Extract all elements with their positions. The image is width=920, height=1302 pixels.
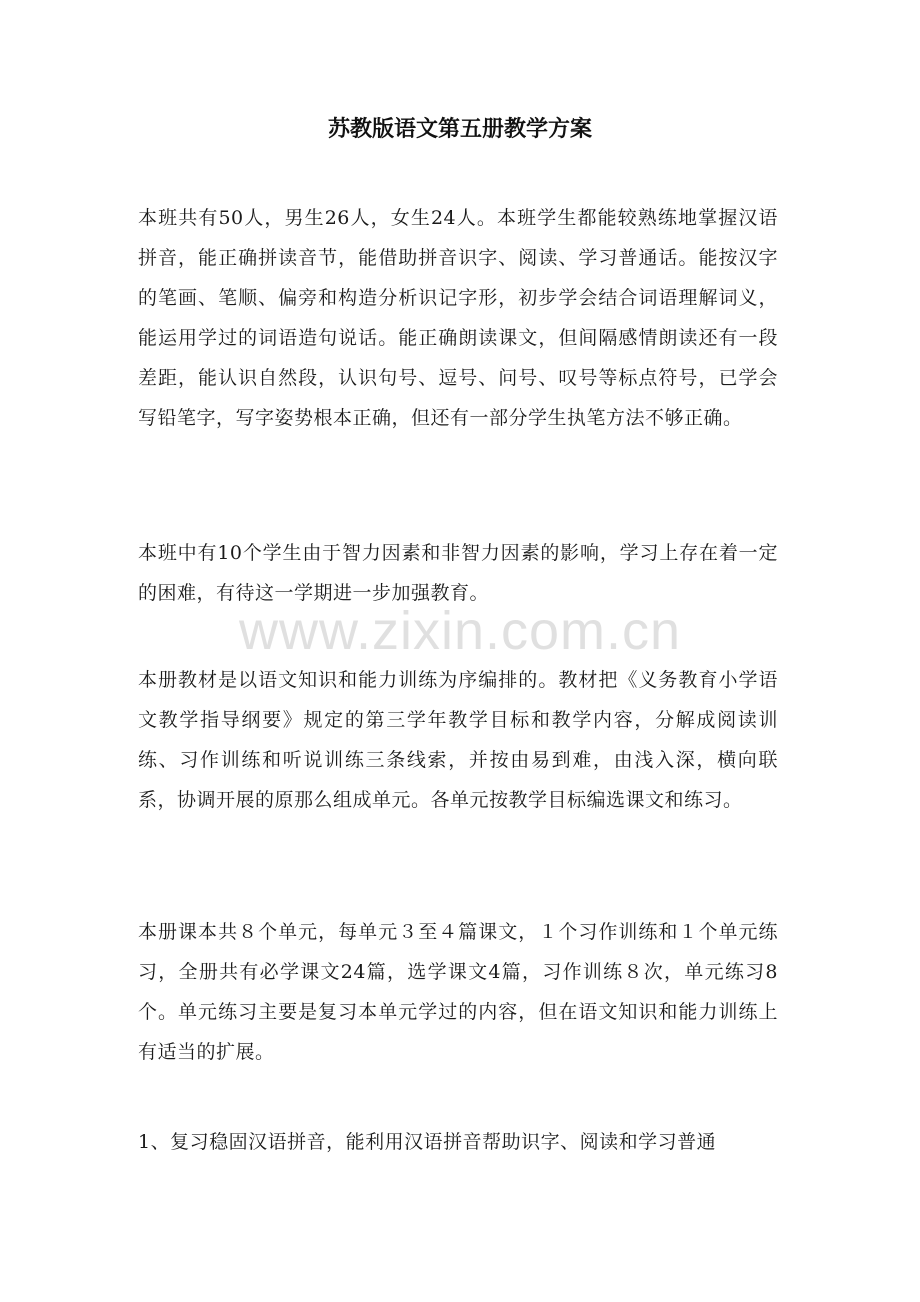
- paragraph-struggling-students: 本班中有10个学生由于智力因素和非智力因素的影响，学习上存在着一定的困难，有待这一学期进一步加强教育。: [138, 542, 778, 604]
- paragraph-goal-1: 1、复习稳固汉语拼音，能利用汉语拼音帮助识字、阅读和学习普通: [138, 1131, 717, 1153]
- watermark-text: www.zixin.com.cn: [238, 601, 682, 661]
- paragraph-class-overview: 本班共有50人，男生26人，女生24人。本班学生都能较熟练地掌握汉语拼音，能正确拼读音节，能借助拼音识字、阅读、学习普通话。能按汉字的笔画、笔顺、偏旁和构造分析识记字形，初步学会结合词语理解词义，能运用学过的词语造句说话。能正确朗读课文，但间隔感情朗读还有一段差距，能认识自然段，认识句号、逗号、问号、叹号等标点符号，已学会写铅笔字，写字姿势根本正确，但还有一部分学生执笔方法不够正确。: [138, 207, 778, 429]
- paragraph-textbook-contents: 本册课本共８个单元，每单元３至４篇课文，１个习作训练和１个单元练习，全册共有必学课文24篇，选学课文4篇，习作训练８次，单元练习8个。单元练习主要是复习本单元学过的内容，但在语文知识和能力训练上有适当的扩展。: [138, 921, 778, 1063]
- document-title: 苏教版语文第五册教学方案: [327, 116, 592, 142]
- paragraph-textbook-structure: 本册教材是以语文知识和能力训练为序编排的。教材把《义务教育小学语文教学指导纲要》规定的第三学年教学目标和教学内容，分解成阅读训练、习作训练和听说训练三条线索，并按由易到难，由浅入深，横向联系，协调开展的原那么组成单元。各单元按教学目标编选课文和练习。: [138, 669, 778, 811]
